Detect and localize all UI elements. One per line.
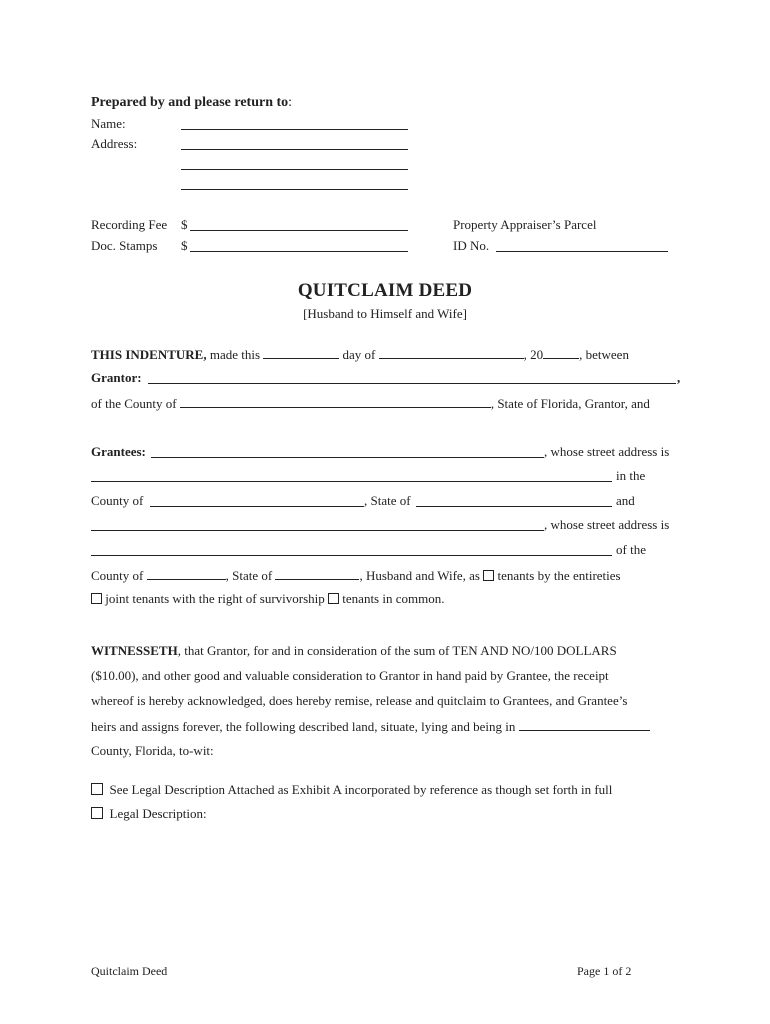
grantee-1-street-field[interactable]: [91, 481, 612, 482]
document-title: QUITCLAIM DEED: [297, 280, 473, 301]
address-field-line-1[interactable]: [181, 149, 408, 150]
grantee-1-state-label: , State of: [364, 493, 411, 508]
legal-description-checkbox[interactable]: [91, 807, 103, 819]
address-label: Address:: [91, 136, 138, 151]
grantee-2-state-field[interactable]: [275, 567, 359, 580]
grantor-label: Grantor:: [91, 370, 142, 385]
witnesseth-line-1: WITNESSETH, that Grantor, for and in consideration of the sum of TEN AND NO/100 DOLLARS: [91, 643, 617, 658]
grantee-2-county-line: County of , State of , Husband and Wife, as tenants by the entireties: [91, 568, 621, 583]
grantee-1-state-field[interactable]: [416, 506, 612, 507]
recording-fee-currency: $: [181, 217, 188, 232]
parcel-id-label: ID No.: [453, 238, 490, 253]
parcel-label: Property Appraiser’s Parcel: [453, 217, 597, 232]
month-field[interactable]: [379, 346, 524, 359]
recording-fee-label: Recording Fee: [91, 217, 168, 232]
tenancy-options-line: joint tenants with the right of survivorship tenants in common.: [91, 591, 444, 607]
grantee-1-in-the: in the: [616, 468, 646, 483]
address-field-line-2[interactable]: [181, 169, 408, 170]
indenture-line: THIS INDENTURE, made this day of , 20 , between: [91, 347, 629, 362]
name-label: Name:: [91, 116, 126, 131]
grantor-comma: ,: [677, 370, 681, 385]
doc-stamps-field[interactable]: [190, 251, 408, 252]
grantee-2-street-label: , whose street address is: [544, 517, 670, 532]
grantees-label: Grantees:: [91, 444, 146, 459]
grantee-2-of-the: of the: [616, 542, 646, 557]
grantee-1-county-field[interactable]: [150, 506, 364, 507]
footer-title: Quitclaim Deed: [91, 964, 168, 978]
grantee-1-and: and: [616, 493, 635, 508]
grantee-2-county-field[interactable]: [147, 567, 226, 580]
grantee-1-street-label: , whose street address is: [544, 444, 670, 459]
witnesseth-line-5: County, Florida, to-wit:: [91, 743, 214, 758]
grantor-county-line: of the County of , State of Florida, Grantor, and: [91, 396, 650, 411]
grantee-2-street-field[interactable]: [91, 555, 612, 556]
witnesseth-line-2: ($10.00), and other good and valuable consideration to Grantor in hand paid by Grantee, the receipt: [91, 668, 609, 683]
prepared-by-heading: Prepared by and please return to:: [91, 95, 293, 110]
doc-stamps-currency: $: [181, 238, 188, 253]
witnesseth-line-4: heirs and assigns forever, the following described land, situate, lying and being in: [91, 718, 650, 735]
legal-exhibit-option: See Legal Description Attached as Exhibit A incorporated by reference as though set forth in full: [91, 782, 612, 798]
day-field[interactable]: [263, 346, 339, 359]
witnesseth-line-3: whereof is hereby acknowledged, does hereby remise, release and quitclaim to Grantees, and Grantee’s: [91, 693, 628, 708]
land-county-field[interactable]: [519, 718, 650, 731]
tenants-in-common-checkbox[interactable]: [328, 593, 339, 604]
doc-stamps-label: Doc. Stamps: [91, 238, 158, 253]
grantees-name-field[interactable]: [151, 457, 544, 458]
joint-tenants-checkbox[interactable]: [91, 593, 102, 604]
grantee-2-name-field[interactable]: [91, 530, 544, 531]
recording-fee-field[interactable]: [190, 230, 408, 231]
grantor-county-field[interactable]: [180, 395, 491, 408]
name-field[interactable]: [181, 129, 408, 130]
grantee-1-county-label: County of: [91, 493, 144, 508]
year-field[interactable]: [543, 346, 579, 359]
parcel-id-field[interactable]: [496, 251, 668, 252]
legal-exhibit-checkbox[interactable]: [91, 783, 103, 795]
address-field-line-3[interactable]: [181, 189, 408, 190]
page-number: Page 1 of 2: [577, 964, 632, 978]
grantor-field[interactable]: [148, 383, 676, 384]
legal-description-option: Legal Description:: [91, 806, 207, 822]
tenants-by-entireties-checkbox[interactable]: [483, 570, 494, 581]
document-subtitle: [Husband to Himself and Wife]: [303, 306, 467, 321]
